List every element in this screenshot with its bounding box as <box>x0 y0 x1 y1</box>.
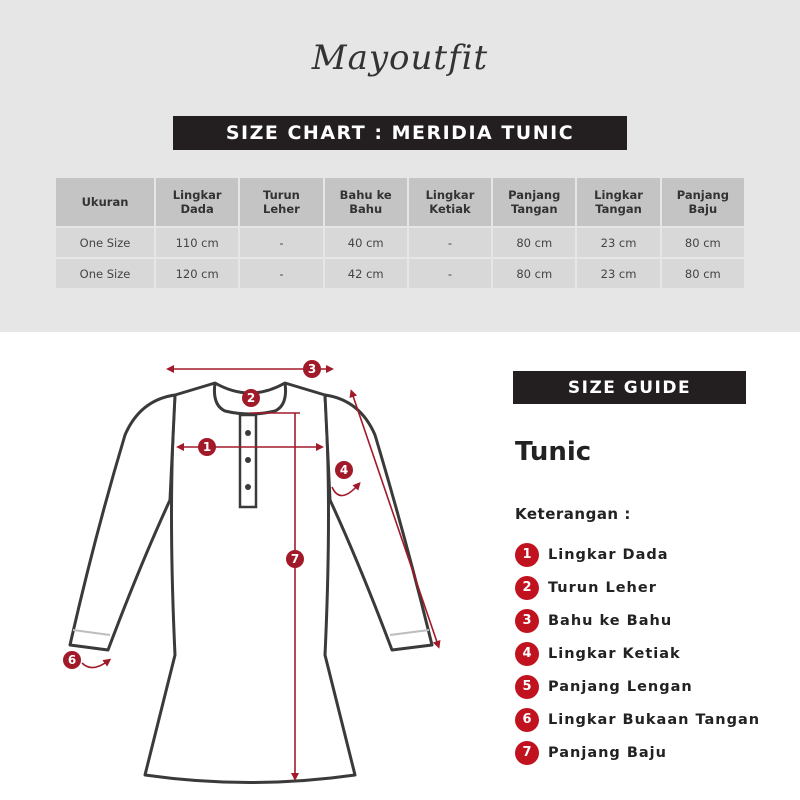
measure-line-bukaan <box>82 661 108 668</box>
header-bahu-ke-bahu: Bahu ke Bahu <box>324 177 408 227</box>
svg-text:2: 2 <box>246 391 256 405</box>
legend-number: 6 <box>515 708 539 732</box>
table-cell: 120 cm <box>155 258 239 289</box>
marker-1 <box>198 438 216 456</box>
legend-number: 7 <box>515 741 539 765</box>
button-icon <box>245 457 251 463</box>
table-cell: 42 cm <box>324 258 408 289</box>
marker-4 <box>335 461 353 479</box>
table-cell: - <box>239 227 323 258</box>
legend-number: 5 <box>515 675 539 699</box>
table-header-row <box>55 177 745 227</box>
button-icon <box>245 430 251 436</box>
marker-7 <box>286 550 304 568</box>
header-turun-leher: Turun Leher <box>239 177 323 227</box>
button-icon <box>245 484 251 490</box>
marker-3 <box>303 360 321 378</box>
garment-name: Tunic <box>515 437 592 467</box>
header-panjang-baju: Panjang Baju <box>661 177 745 227</box>
marker-2 <box>242 389 260 407</box>
table-cell: One Size <box>55 227 155 258</box>
table-cell: 110 cm <box>155 227 239 258</box>
legend-number: 1 <box>515 543 539 567</box>
svg-text:3: 3 <box>307 362 317 376</box>
svg-text:1: 1 <box>202 440 212 454</box>
legend-label: Bahu ke Bahu <box>548 612 673 629</box>
svg-text:4: 4 <box>339 463 349 477</box>
table-cell: 23 cm <box>576 258 660 289</box>
legend-item <box>515 538 760 571</box>
size-chart-title: SIZE CHART : MERIDIA TUNIC <box>173 116 627 150</box>
legend-label: Lingkar Bukaan Tangan <box>548 711 761 728</box>
legend-item <box>515 703 760 736</box>
legend-label: Panjang Baju <box>548 744 667 761</box>
header-lingkar-dada: Lingkar Dada <box>155 177 239 227</box>
tunic-diagram <box>40 345 480 795</box>
header-lingkar-tangan: Lingkar Tangan <box>576 177 660 227</box>
legend-label: Lingkar Ketiak <box>548 645 681 662</box>
legend-label: Turun Leher <box>548 579 657 596</box>
header-lingkar-ketiak: Lingkar Ketiak <box>408 177 492 227</box>
table-cell: 80 cm <box>492 227 576 258</box>
marker-6 <box>63 651 81 669</box>
legend-item <box>515 736 760 769</box>
legend-title: Keterangan : <box>515 505 631 523</box>
legend-label: Panjang Lengan <box>548 678 693 695</box>
table-cell: - <box>408 227 492 258</box>
table-row <box>55 227 745 258</box>
table-cell: 80 cm <box>661 227 745 258</box>
table-cell: - <box>408 258 492 289</box>
table-cell: 23 cm <box>576 227 660 258</box>
size-guide-title: SIZE GUIDE <box>513 371 746 404</box>
table-row <box>55 258 745 289</box>
size-chart-table <box>54 176 746 290</box>
table-cell: One Size <box>55 258 155 289</box>
legend-number: 3 <box>515 609 539 633</box>
legend-item <box>515 571 760 604</box>
table-cell: - <box>239 258 323 289</box>
legend-number: 4 <box>515 642 539 666</box>
table-cell: 40 cm <box>324 227 408 258</box>
table-cell: 80 cm <box>661 258 745 289</box>
legend-label: Lingkar Dada <box>548 546 669 563</box>
svg-text:7: 7 <box>290 552 300 566</box>
legend-number: 2 <box>515 576 539 600</box>
table-cell: 80 cm <box>492 258 576 289</box>
brand-logo: Mayoutfit <box>311 38 489 78</box>
legend-item <box>515 637 760 670</box>
legend-item <box>515 670 760 703</box>
legend-item <box>515 604 760 637</box>
measurement-legend <box>515 538 760 769</box>
header-panjang-tangan: Panjang Tangan <box>492 177 576 227</box>
header-ukuran: Ukuran <box>55 177 155 227</box>
svg-text:6: 6 <box>67 653 77 667</box>
